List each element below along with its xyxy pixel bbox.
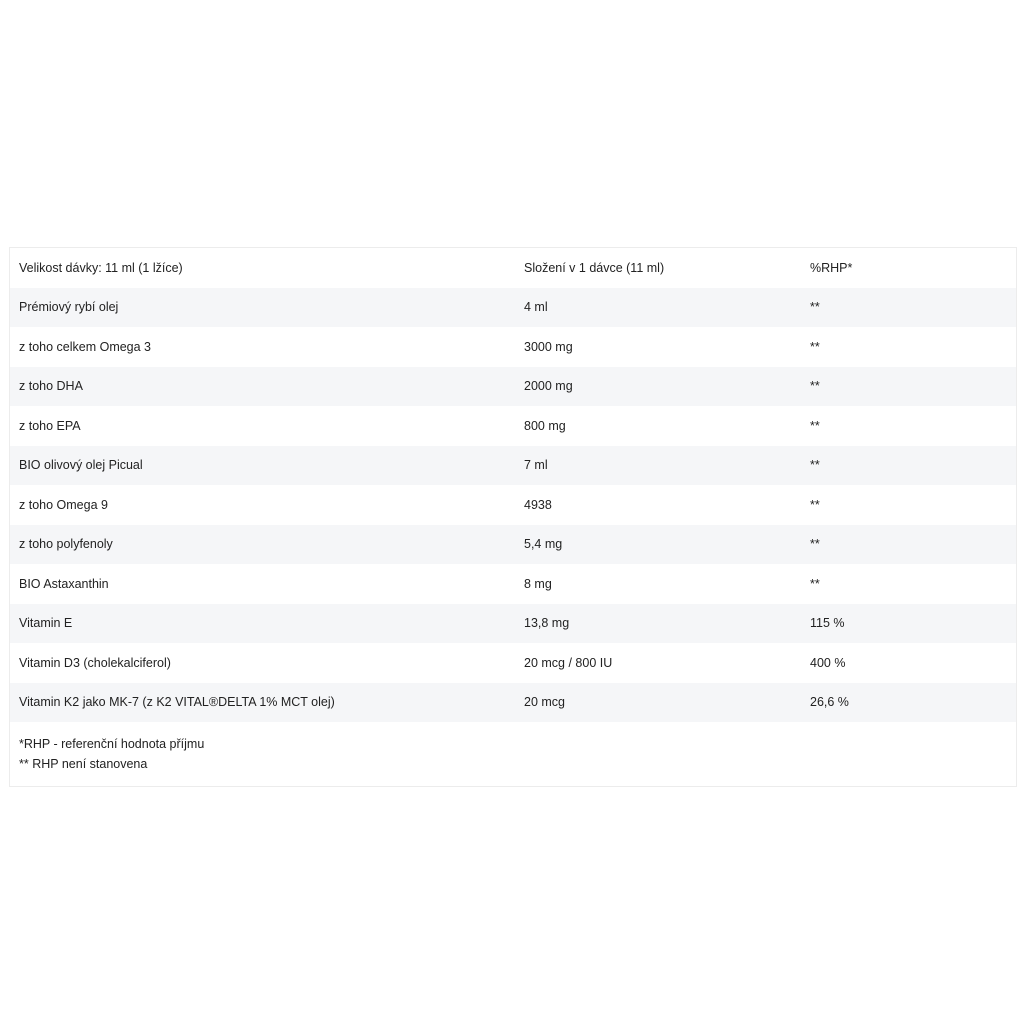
row-rhp: ** xyxy=(800,406,1016,446)
row-rhp: ** xyxy=(800,485,1016,525)
row-name: z toho DHA xyxy=(10,367,514,407)
row-rhp: ** xyxy=(800,367,1016,407)
row-amount: 2000 mg xyxy=(514,367,800,407)
header-serving-size: Velikost dávky: 11 ml (1 lžíce) xyxy=(10,248,514,288)
row-name: z toho EPA xyxy=(10,406,514,446)
row-name: Vitamin D3 (cholekalciferol) xyxy=(10,643,514,683)
table-row xyxy=(10,643,1016,683)
row-rhp: ** xyxy=(800,327,1016,367)
row-amount: 20 mcg xyxy=(514,683,800,723)
row-rhp: ** xyxy=(800,564,1016,604)
row-amount: 7 ml xyxy=(514,446,800,486)
row-amount: 800 mg xyxy=(514,406,800,446)
table-row xyxy=(10,446,1016,486)
row-amount: 4938 xyxy=(514,485,800,525)
row-amount: 13,8 mg xyxy=(514,604,800,644)
row-amount: 3000 mg xyxy=(514,327,800,367)
header-rhp: %RHP* xyxy=(800,248,1016,288)
row-rhp: 400 % xyxy=(800,643,1016,683)
table-row xyxy=(10,485,1016,525)
row-name: BIO olivový olej Picual xyxy=(10,446,514,486)
row-rhp: ** xyxy=(800,525,1016,565)
row-name: z toho Omega 9 xyxy=(10,485,514,525)
footnote-rhp-not-set: ** RHP není stanovena xyxy=(19,757,148,771)
table-row xyxy=(10,683,1016,723)
header-amount: Složení v 1 dávce (11 ml) xyxy=(514,248,800,288)
row-amount: 8 mg xyxy=(514,564,800,604)
table-row xyxy=(10,406,1016,446)
nutrition-table-grid xyxy=(10,248,1016,722)
row-name: BIO Astaxanthin xyxy=(10,564,514,604)
nutrition-table xyxy=(9,247,1017,787)
row-rhp: 26,6 % xyxy=(800,683,1016,723)
row-name: z toho celkem Omega 3 xyxy=(10,327,514,367)
table-row xyxy=(10,327,1016,367)
row-rhp: ** xyxy=(800,446,1016,486)
row-rhp: 115 % xyxy=(800,604,1016,644)
row-name: z toho polyfenoly xyxy=(10,525,514,565)
row-rhp: ** xyxy=(800,288,1016,328)
table-row xyxy=(10,367,1016,407)
table-row xyxy=(10,604,1016,644)
table-footnotes xyxy=(10,722,1016,786)
row-amount: 5,4 mg xyxy=(514,525,800,565)
table-body xyxy=(10,248,1016,722)
table-row xyxy=(10,288,1016,328)
table-header-row xyxy=(10,248,1016,288)
row-name: Vitamin E xyxy=(10,604,514,644)
row-name: Prémiový rybí olej xyxy=(10,288,514,328)
table-row xyxy=(10,525,1016,565)
row-amount: 20 mcg / 800 IU xyxy=(514,643,800,683)
row-amount: 4 ml xyxy=(514,288,800,328)
table-row xyxy=(10,564,1016,604)
row-name: Vitamin K2 jako MK-7 (z K2 VITAL®DELTA 1% MCT olej) xyxy=(10,683,514,723)
footnote-rhp-definition: *RHP - referenční hodnota příjmu xyxy=(19,737,205,751)
